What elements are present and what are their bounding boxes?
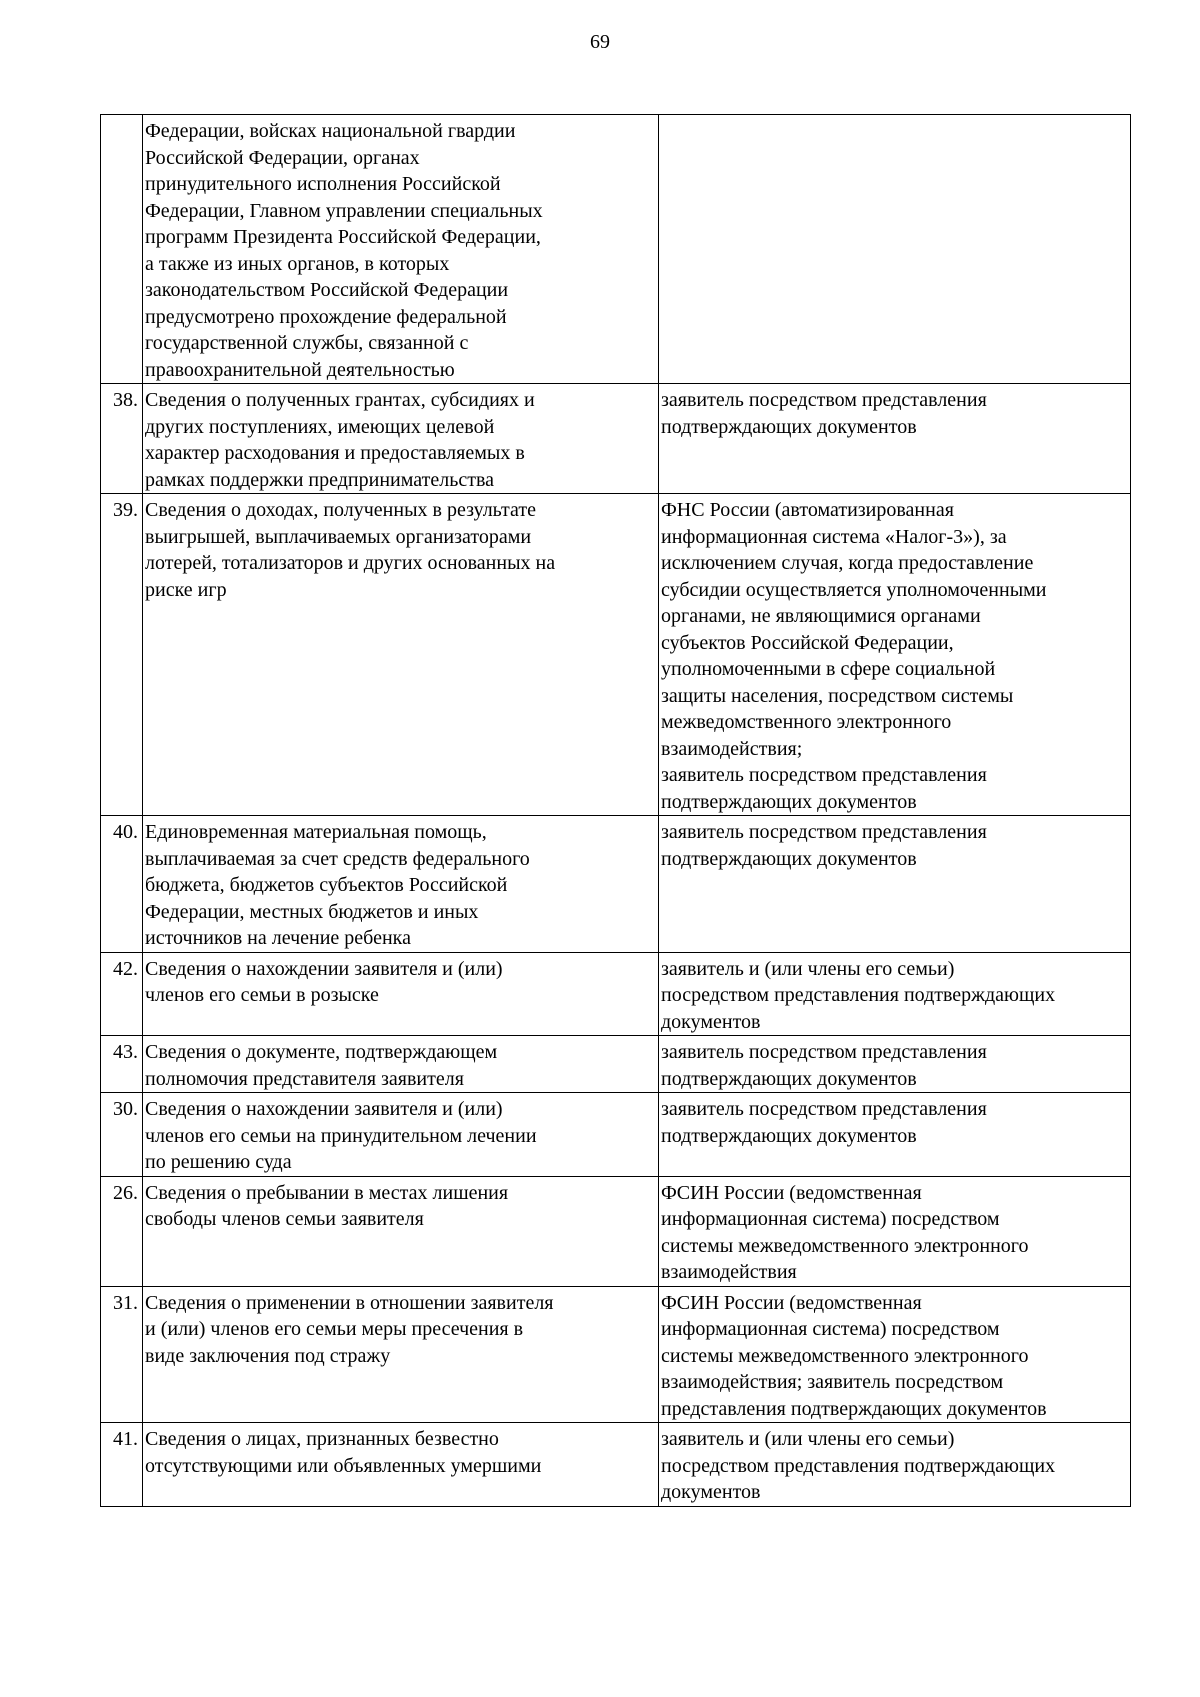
- row-number: [101, 1286, 143, 1423]
- row-description-text: Сведения о лицах, признанных безвестно отсутствующими или объявленных умершими: [145, 1428, 542, 1477]
- table-row: [101, 384, 1131, 494]
- table-row: [101, 1176, 1131, 1286]
- row-source: [659, 1286, 1131, 1423]
- row-source-text: ФСИН России (ведомственная информационная система) посредством системы межведомственного электронного взаимодействия: [661, 1181, 1029, 1283]
- row-source: [659, 1176, 1131, 1286]
- row-number: [101, 816, 143, 953]
- row-source-text: заявитель посредством представления подтверждающих документов: [661, 389, 987, 438]
- row-description: [143, 1036, 659, 1093]
- row-description: [143, 1093, 659, 1177]
- table-row: [101, 1093, 1131, 1177]
- row-source: [659, 494, 1131, 816]
- row-source-text: заявитель и (или члены его семьи) посредством представления подтверждающих документов: [661, 957, 1056, 1033]
- row-source-text: ФНС России (автоматизированная информационная система «Налог-3»), за исключением случая, когда предоставление субсидии осуществляется уполномоченными органами, не являющимися органами субъектов Российской Федерации, уполномоченными в сфере социальной защиты населения, посредством системы межведомственного электронного взаимодействия; заявитель посредством представления подтверждающих документов: [661, 499, 1047, 813]
- row-number: [101, 1176, 143, 1286]
- row-number-text: 26.: [113, 1181, 138, 1204]
- row-description-text: Сведения о применении в отношении заявителя и (или) членов его семьи меры пресечения в виде заключения под стражу: [145, 1291, 554, 1367]
- row-description: [143, 1176, 659, 1286]
- row-number: [101, 1036, 143, 1093]
- row-description-text: Сведения о документе, подтверждающем полномочия представителя заявителя: [145, 1041, 498, 1090]
- row-source-text: заявитель посредством представления подтверждающих документов: [661, 821, 987, 870]
- table-row: [101, 115, 1131, 384]
- row-source: [659, 115, 1131, 384]
- row-source-text: ФСИН России (ведомственная информационная система) посредством системы межведомственного электронного взаимодействия; заявитель посредством представления подтверждающих документов: [661, 1291, 1047, 1420]
- row-source: [659, 1093, 1131, 1177]
- row-number-text: 42.: [113, 957, 138, 980]
- row-number: [101, 384, 143, 494]
- table-row: [101, 1036, 1131, 1093]
- row-number-text: 41.: [113, 1428, 138, 1450]
- table-row: [101, 952, 1131, 1036]
- table-row: [101, 1423, 1131, 1507]
- row-number: [101, 1093, 143, 1177]
- row-source: [659, 816, 1131, 953]
- row-source: [659, 1036, 1131, 1093]
- row-number-text: 31.: [113, 1291, 138, 1314]
- row-description-text: Единовременная материальная помощь, выплачиваемая за счет средств федерального бюджета, бюджетов субъектов Российской Федерации, местных бюджетов и иных источников на лечение ребенка: [145, 821, 530, 949]
- row-number-text: 30.: [113, 1098, 138, 1120]
- row-source: [659, 384, 1131, 494]
- row-description-text: Сведения о полученных грантах, субсидиях и других поступлениях, имеющих целевой характер расходования и предоставляемых в рамках поддержки предпринимательства: [145, 389, 535, 491]
- row-description: [143, 384, 659, 494]
- row-number-text: 38.: [113, 389, 138, 411]
- row-description: [143, 816, 659, 953]
- row-description: [143, 494, 659, 816]
- row-description: [143, 1286, 659, 1423]
- row-description: [143, 952, 659, 1036]
- row-number-text: 40.: [113, 821, 138, 843]
- row-source-text: заявитель и (или члены его семьи) посредством представления подтверждающих документов: [661, 1428, 1056, 1503]
- table-row: [101, 1286, 1131, 1423]
- table-row: [101, 816, 1131, 953]
- table-row: [101, 494, 1131, 816]
- row-number-text: 43.: [113, 1041, 138, 1063]
- page-number: 69: [590, 31, 610, 53]
- row-number: [101, 1423, 143, 1507]
- row-source: [659, 952, 1131, 1036]
- data-sources-table: [100, 114, 1131, 1507]
- row-description-text: Сведения о нахождении заявителя и (или) членов его семьи на принудительном лечении по решению суда: [145, 1098, 537, 1173]
- row-number: [101, 952, 143, 1036]
- row-source-text: заявитель посредством представления подтверждающих документов: [661, 1098, 987, 1147]
- row-number: [101, 115, 143, 384]
- row-description: [143, 1423, 659, 1507]
- row-description-text: Сведения о пребывании в местах лишения свободы членов семьи заявителя: [145, 1181, 509, 1230]
- row-description: [143, 115, 659, 384]
- row-source: [659, 1423, 1131, 1507]
- row-description-text: Сведения о доходах, полученных в результате выигрышей, выплачиваемых организаторами лотерей, тотализаторов и других основанных на риске игр: [145, 499, 556, 601]
- row-source-text: заявитель посредством представления подтверждающих документов: [661, 1041, 987, 1090]
- row-description-text: Федерации, войсках национальной гвардии Российской Федерации, органах принудительного исполнения Российской Федерации, Главном управлении специальных программ Президента Российской Федерации, а также из иных органов, в которых законодательством Российской Федерации предусмотрено прохождение федеральной государственной службы, связанной с правоохранительной деятельностью: [145, 120, 543, 381]
- row-description-text: Сведения о нахождении заявителя и (или) членов его семьи в розыске: [145, 957, 503, 1006]
- row-number: [101, 494, 143, 816]
- row-number-text: 39.: [113, 499, 138, 521]
